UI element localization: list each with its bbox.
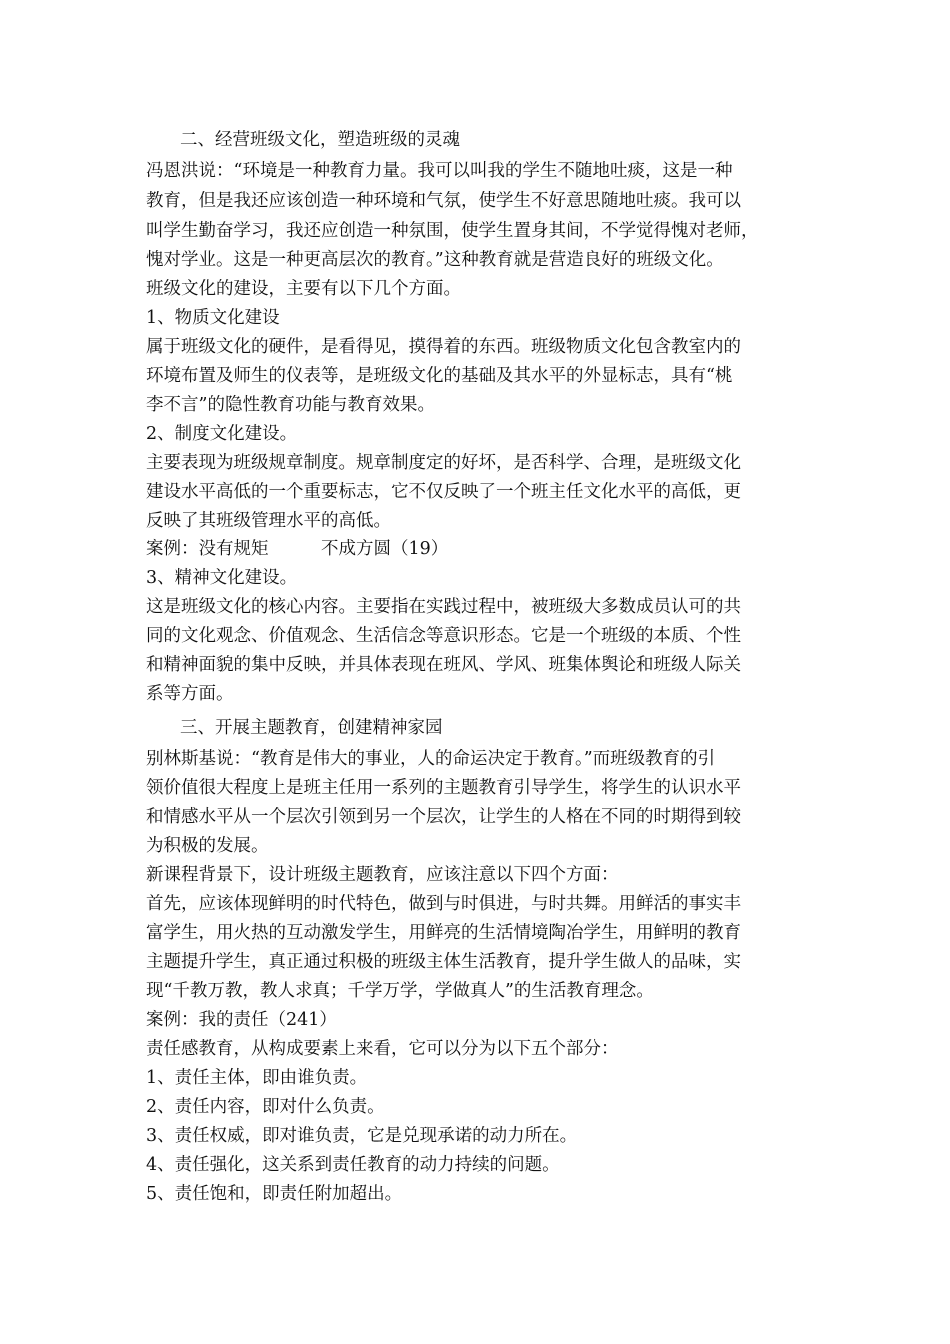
- case-line: 案例：没有规矩 不成方圆（19）: [146, 539, 449, 559]
- paragraph-line: 为积极的发展。: [146, 836, 269, 856]
- paragraph-line: 环境布置及师生的仪表等，是班级文化的基础及其水平的外显标志，具有“桃: [146, 366, 733, 386]
- paragraph-line: 属于班级文化的硬件，是看得见，摸得着的东西。班级物质文化包含教室内的: [146, 337, 741, 357]
- list-item: 2、责任内容，即对什么负责。: [146, 1097, 385, 1117]
- list-item: 5、责任饱和，即责任附加超出。: [146, 1184, 403, 1204]
- item-title: 3、精神文化建设。: [146, 568, 298, 588]
- case-line: 案例：我的责任（241）: [146, 1010, 337, 1030]
- paragraph-line: 和情感水平从一个层次引领到另一个层次，让学生的人格在不同的时期得到较: [146, 807, 741, 827]
- paragraph-line: 富学生，用火热的互动激发学生，用鲜亮的生活情境陶冶学生，用鲜明的教育: [146, 923, 741, 943]
- paragraph-line: 叫学生勤奋学习，我还应创造一种氛围，使学生置身其间，不学觉得愧对老师，: [146, 221, 759, 241]
- paragraph-line: 建设水平高低的一个重要标志，它不仅反映了一个班主任文化水平的高低，更: [146, 482, 741, 502]
- list-item: 3、责任权威，即对谁负责，它是兑现承诺的动力所在。: [146, 1126, 578, 1146]
- list-item: 4、责任强化，这关系到责任教育的动力持续的问题。: [146, 1155, 560, 1175]
- list-item: 1、责任主体，即由谁负责。: [146, 1068, 368, 1088]
- paragraph-line: 愧对学业。这是一种更高层次的教育。”这种教育就是营造良好的班级文化。: [146, 250, 724, 270]
- paragraph-line: 责任感教育，从构成要素上来看，它可以分为以下五个部分：: [146, 1039, 619, 1059]
- paragraph-line: 新课程背景下，设计班级主题教育，应该注意以下四个方面：: [146, 865, 619, 885]
- paragraph-line: 同的文化观念、价值观念、生活信念等意识形态。它是一个班级的本质、个性: [146, 626, 741, 646]
- paragraph-line: 冯恩洪说：“环境是一种教育力量。我可以叫我的学生不随地吐痰，这是一种: [146, 161, 733, 181]
- paragraph-line: 系等方面。: [146, 684, 234, 704]
- item-title: 1、物质文化建设: [146, 308, 280, 328]
- paragraph-line: 首先，应该体现鲜明的时代特色，做到与时俱进，与时共舞。用鲜活的事实丰: [146, 894, 741, 914]
- paragraph-line: 现“千教万教，教人求真；千学万学，学做真人”的生活教育理念。: [146, 981, 654, 1001]
- paragraph-line: 反映了其班级管理水平的高低。: [146, 511, 391, 531]
- paragraph-line: 别林斯基说：“教育是伟大的事业，人的命运决定于教育。”而班级教育的引: [146, 749, 716, 769]
- paragraph-line: 这是班级文化的核心内容。主要指在实践过程中，被班级大多数成员认可的共: [146, 597, 741, 617]
- paragraph-line: 教育，但是我还应该创造一种环境和气氛，使学生不好意思随地吐痰。我可以: [146, 191, 741, 211]
- item-title: 2、制度文化建设。: [146, 424, 298, 444]
- paragraph-line: 和精神面貌的集中反映，并具体表现在班风、学风、班集体舆论和班级人际关: [146, 655, 741, 675]
- section-heading: 二、经营班级文化，塑造班级的灵魂: [180, 130, 460, 150]
- section-heading: 三、开展主题教育，创建精神家园: [180, 718, 443, 738]
- paragraph-line: 领价值很大程度上是班主任用一系列的主题教育引导学生，将学生的认识水平: [146, 778, 741, 798]
- paragraph-line: 班级文化的建设，主要有以下几个方面。: [146, 279, 461, 299]
- paragraph-line: 李不言”的隐性教育功能与教育效果。: [146, 395, 435, 415]
- paragraph-line: 主题提升学生，真正通过积极的班级主体生活教育，提升学生做人的品味，实: [146, 952, 741, 972]
- paragraph-line: 主要表现为班级规章制度。规章制度定的好坏，是否科学、合理，是班级文化: [146, 453, 741, 473]
